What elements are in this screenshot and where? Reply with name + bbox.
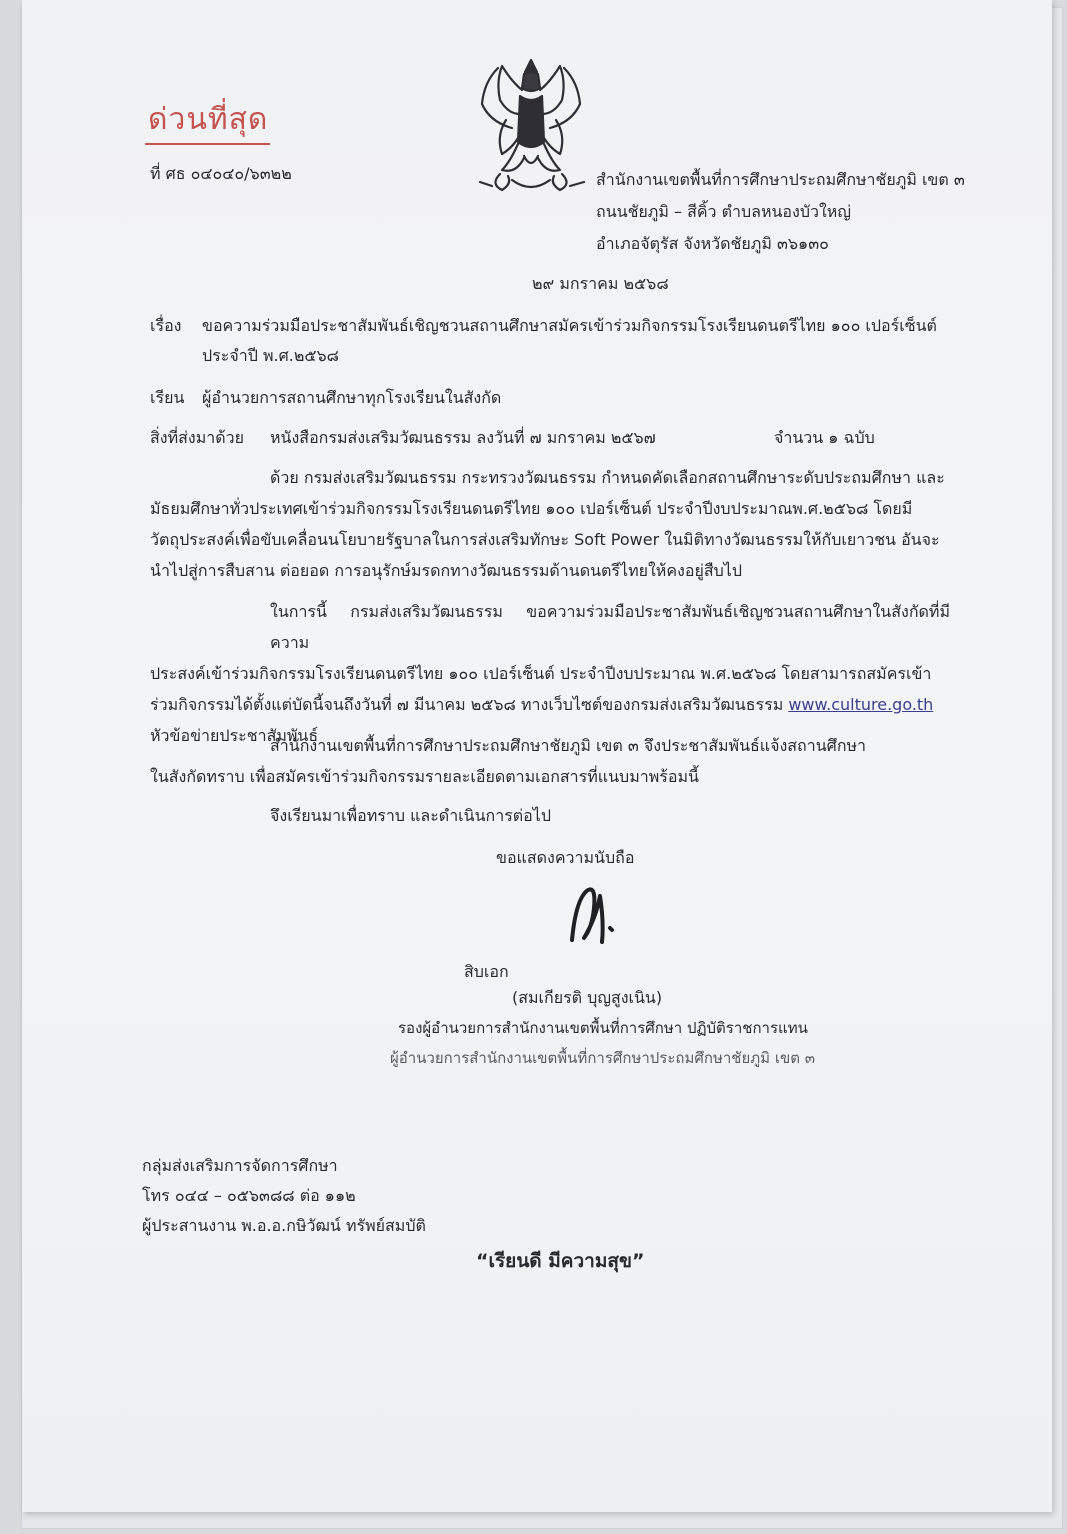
paragraph-line: ประสงค์เข้าร่วมกิจกรรมโรงเรียนดนตรีไทย ๑๐๐ เปอร์เซ็นต์ ประจำปีงบประมาณ พ.ศ.๒๕๖๘ โดยสามารถสมัครเข้า — [150, 664, 932, 683]
document-number: ที่ ศธ ๐๔๐๔๐/๖๓๒๒ — [150, 164, 292, 183]
document-date: ๒๙ มกราคม ๒๕๖๘ — [532, 274, 669, 293]
office-name: สำนักงานเขตพื้นที่การศึกษาประถมศึกษาชัยภูมิ เขต ๓ — [596, 170, 965, 189]
paragraph-line: นำไปสู่การสืบสาน ต่อยอด การอนุรักษ์มรดกทางวัฒนธรรมด้านดนตรีไทยให้คงอยู่สืบไป — [150, 561, 742, 580]
subject-text-line1: ขอความร่วมมือประชาสัมพันธ์เชิญชวนสถานศึกษาสมัครเข้าร่วมกิจกรรมโรงเรียนดนตรีไทย ๑๐๐ เปอร์เซ็นต์ — [202, 316, 937, 335]
paragraph-line: หัวข้อข่ายประชาสัมพันธ์ — [150, 726, 319, 745]
urgency-stamp: ด่วนที่สุด — [148, 102, 269, 137]
garuda-emblem-icon — [472, 52, 590, 202]
footer-phone: โทร ๐๔๔ – ๐๕๖๓๘๘ ต่อ ๑๑๒ — [142, 1186, 356, 1205]
paragraph-line: มัธยมศึกษาทั่วประเทศเข้าร่วมกิจกรรมโรงเรียนดนตรีไทย ๑๐๐ เปอร์เซ็นต์ ประจำปีงบประมาณพ.ศ.๒๕๖๘ โดยมี — [150, 499, 913, 518]
body-paragraph-2 — [150, 596, 950, 751]
paragraph-line: สำนักงานเขตพื้นที่การศึกษาประถมศึกษาชัยภูมิ เขต ๓ จึงประชาสัมพันธ์แจ้งสถานศึกษา — [270, 736, 867, 755]
paragraph-line-text: ร่วมกิจกรรมได้ตั้งแต่บัดนี้จนถึงวันที่ ๗ มีนาคม ๒๕๖๘ ทางเว็บไซต์ของกรมส่งเสริมวัฒนธรรม — [150, 695, 784, 714]
paragraph-line: ในการนี้ กรมส่งเสริมวัฒนธรรม ขอความร่วมมือประชาสัมพันธ์เชิญชวนสถานศึกษาในสังกัดที่มีความ — [270, 602, 950, 652]
signer-rank: สิบเอก — [464, 962, 509, 981]
signer-position-2: ผู้อำนวยการสำนักงานเขตพื้นที่การศึกษาประถมศึกษาชัยภูมิ เขต ๓ — [390, 1049, 815, 1067]
paragraph-line — [150, 689, 950, 720]
office-address-street: ถนนชัยภูมิ – สีคิ้ว ตำบลหนองบัวใหญ่ — [596, 202, 851, 221]
paragraph-line: ในสังกัดทราบ เพื่อสมัครเข้าร่วมกิจกรรมรายละเอียดตามเอกสารที่แนบมาพร้อมนี้ — [150, 767, 699, 786]
body-paragraph-3 — [150, 730, 950, 792]
motto: “เรียนดี มีความสุข” — [476, 1250, 645, 1272]
enclosure-label: สิ่งที่ส่งมาด้วย — [150, 428, 244, 447]
signer-position-1: รองผู้อำนวยการสำนักงานเขตพื้นที่การศึกษา ปฏิบัติราชการแทน — [398, 1019, 808, 1037]
paragraph-line: ด้วย กรมส่งเสริมวัฒนธรรม กระทรวงวัฒนธรรม กำหนดคัดเลือกสถานศึกษาระดับประถมศึกษา และ — [270, 468, 945, 487]
regards: ขอแสดงความนับถือ — [496, 848, 635, 867]
enclosure-count: จำนวน ๑ ฉบับ — [774, 428, 875, 447]
footer-coordinator: ผู้ประสานงาน พ.อ.อ.กษิวัฒน์ ทรัพย์สมบัติ — [142, 1216, 426, 1235]
footer-department: กลุ่มส่งเสริมการจัดการศึกษา — [142, 1156, 338, 1175]
recipient-label: เรียน — [150, 388, 185, 407]
enclosure-text: หนังสือกรมส่งเสริมวัฒนธรรม ลงวันที่ ๗ มกราคม ๒๕๖๗ — [270, 428, 656, 447]
subject-text-line2: ประจำปี พ.ศ.๒๕๖๘ — [202, 346, 339, 365]
subject-label: เรื่อง — [150, 316, 182, 335]
website-link[interactable]: www.culture.go.th — [788, 695, 934, 714]
paragraph-line: วัตถุประสงค์เพื่อขับเคลื่อนนโยบายรัฐบาลในการส่งเสริมทักษะ Soft Power ในมิติทางวัฒนธรรมให้กับเยาวชน อันจะ — [150, 530, 940, 549]
signer-name: (สมเกียรติ บุญสูงเนิน) — [512, 988, 663, 1007]
handwritten-signature — [566, 878, 626, 958]
urgency-underline — [145, 143, 270, 145]
recipient-text: ผู้อำนวยการสถานศึกษาทุกโรงเรียนในสังกัด — [202, 388, 502, 407]
body-paragraph-1 — [150, 462, 950, 586]
office-address-district: อำเภอจัตุรัส จังหวัดชัยภูมิ ๓๖๑๓๐ — [596, 234, 829, 253]
closing-request: จึงเรียนมาเพื่อทราบ และดำเนินการต่อไป — [270, 806, 551, 825]
